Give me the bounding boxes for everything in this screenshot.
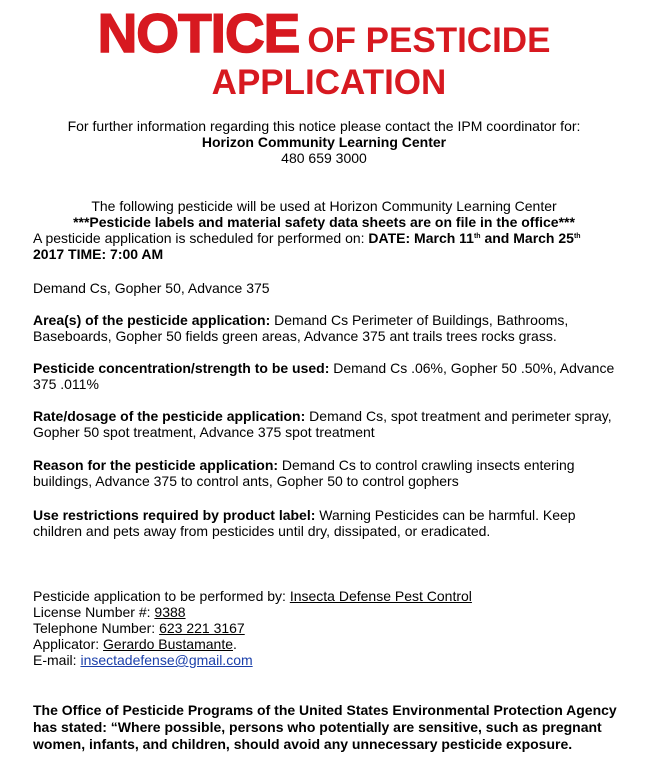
labels-note: ***Pesticide labels and material safety data sheets are on file in the office*** <box>73 214 575 230</box>
schedule-sup-2: th <box>573 233 581 240</box>
applicator-label: Applicator: <box>33 636 104 652</box>
schedule-year-time: 2017 TIME: 7:00 AM <box>33 246 164 262</box>
title-of-pesticide: OF PESTICIDE <box>307 21 551 60</box>
contact-intro: For further information regarding this notice please contact the IPM coordinator for: <box>67 118 581 134</box>
telephone-row <box>33 620 623 636</box>
license-value: 9388 <box>154 604 186 620</box>
title-notice: NOTICE <box>97 2 300 64</box>
section-reason <box>33 457 623 489</box>
products-list: Demand Cs, Gopher 50, Advance 375 <box>33 280 270 296</box>
performed-by-label: Pesticide application to be performed by: <box>33 588 290 604</box>
section-text: Demand Cs .06%, Gopher 50 .50%, Advance 375 .011% <box>33 360 615 392</box>
notice-title <box>0 2 648 102</box>
section-label: Use restrictions required by product label: <box>33 507 316 523</box>
center-phone: 480 659 3000 <box>281 150 367 166</box>
telephone-label: Telephone Number: <box>33 620 160 636</box>
section-restrictions <box>33 507 623 539</box>
section-text: Demand Cs to control crawling insects entering buildings, Advance 375 to control ants, Gopher 50 to control gophers <box>33 457 575 489</box>
email-link[interactable]: insectadefense@gmail.com <box>80 652 253 668</box>
email-row <box>33 652 623 668</box>
performed-by-value: Insecta Defense Pest Control <box>289 588 472 604</box>
section-label: Pesticide concentration/strength to be used: <box>33 360 330 376</box>
telephone-value: 623 221 3167 <box>159 620 245 636</box>
schedule-paragraph <box>33 230 623 262</box>
section-text: Demand Cs, spot treatment and perimeter spray, Gopher 50 spot treatment, Advance 375 spot treatment <box>33 408 612 440</box>
section-rate <box>33 408 623 440</box>
usage-line: The following pesticide will be used at Horizon Community Learning Center <box>91 198 557 214</box>
section-areas <box>33 312 623 344</box>
performed-by-row <box>33 588 623 604</box>
schedule-and: and March 25 <box>480 230 574 246</box>
section-label: Reason for the pesticide application: <box>33 457 279 473</box>
section-concentration <box>33 360 623 392</box>
epa-statement: The Office of Pesticide Programs of the United States Environmental Protection Agency has stated: “Where possible, persons who potentially are sensitive, such as pregnant women, infants, and children, should avoid any unnecessary pesticide exposure. <box>33 702 617 752</box>
title-application: APPLICATION <box>211 63 447 102</box>
applicator-suffix: . <box>233 636 237 652</box>
schedule-sup-1: th <box>473 233 481 240</box>
email-label: E-mail: <box>33 652 81 668</box>
applicator-row <box>33 636 623 652</box>
schedule-date: DATE: March 11 <box>368 230 474 246</box>
center-name: Horizon Community Learning Center <box>201 134 447 150</box>
section-text: Warning Pesticides can be harmful. Keep children and pets away from pesticides until dry, dissipated, or eradicated. <box>33 507 576 539</box>
license-label: License Number #: <box>33 604 155 620</box>
schedule-intro: A pesticide application is scheduled for performed on: <box>33 230 369 246</box>
title-line-1 <box>0 2 648 64</box>
license-row <box>33 604 623 620</box>
section-text: Demand Cs Perimeter of Buildings, Bathrooms, Baseboards, Gopher 50 fields green areas, Advance 375 ant trails trees rocks grass. <box>33 312 569 344</box>
applicator-value: Gerardo Bustamante <box>103 636 234 652</box>
section-label: Area(s) of the pesticide application: <box>33 312 271 328</box>
performer-info <box>33 588 623 668</box>
section-label: Rate/dosage of the pesticide application: <box>33 408 306 424</box>
